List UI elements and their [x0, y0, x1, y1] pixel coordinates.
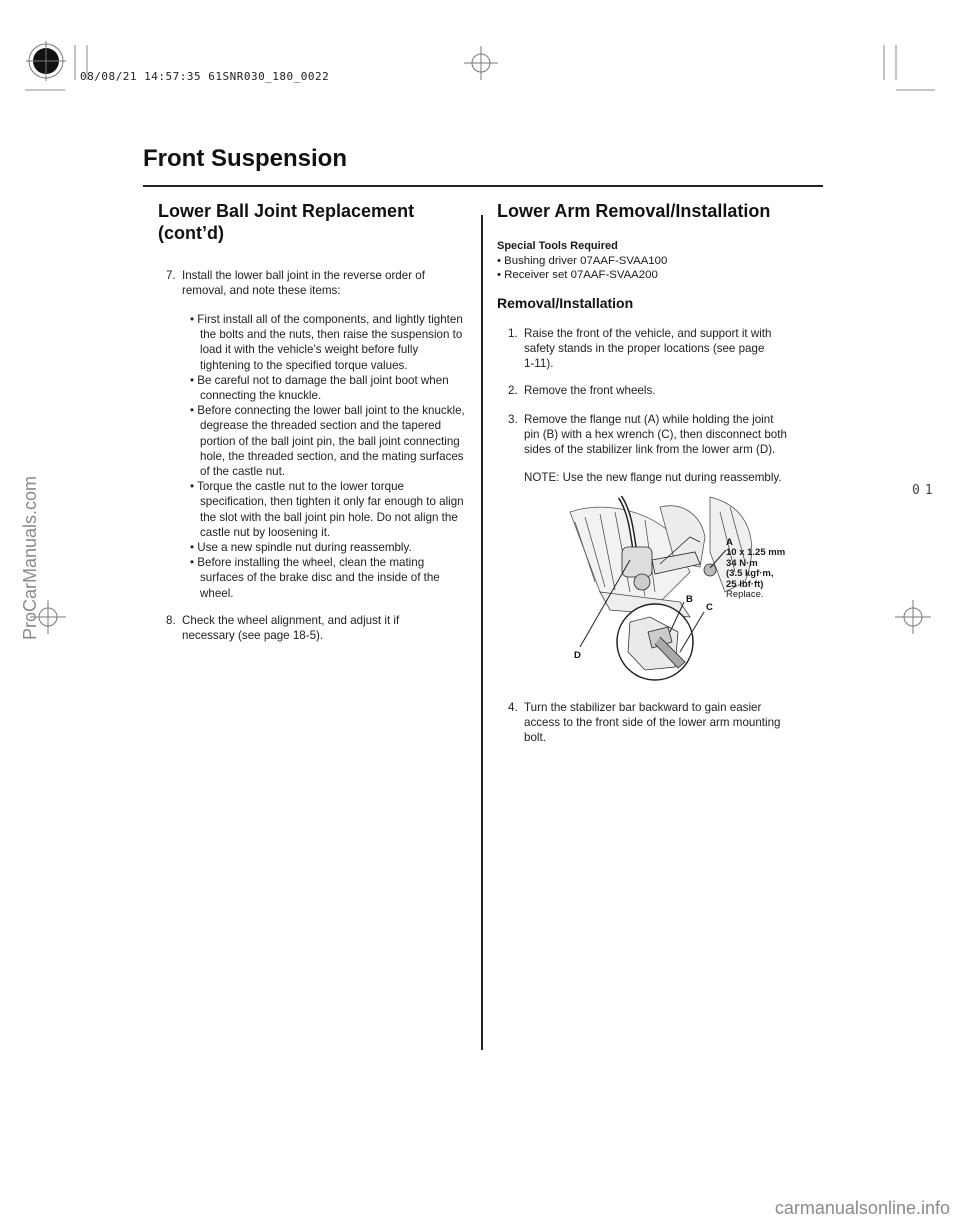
step-text-line: necessary (see page 18-5).	[182, 629, 324, 643]
step-number: 2.	[508, 384, 518, 397]
target-mark-top-center	[464, 46, 498, 80]
step-text-line: pin (B) with a hex wrench (C), then disconnect both	[524, 428, 787, 442]
tool-item: • Bushing driver 07AAF-SVAA100	[497, 255, 668, 267]
page-code: 01	[912, 483, 938, 498]
step-text-line: access to the front side of the lower arm mounting	[524, 716, 781, 730]
section-title-line1: Lower Ball Joint Replacement	[158, 201, 415, 221]
list-item: • Torque the castle nut to the lower torque specification, then tighten it only far enough to align the slot with the ball joint pin hole. Do not align the castle nut by loosening it.	[178, 479, 468, 540]
list-item: • Before installing the wheel, clean the mating surfaces of the brake disc and the inside of the wheel.	[178, 555, 468, 601]
torque-spec-line: 34 N·m	[726, 557, 758, 569]
section-title-ball-joint	[158, 200, 414, 244]
target-mark-top-left	[26, 41, 66, 81]
callout-label-b: B	[686, 594, 693, 605]
torque-spec	[726, 548, 785, 601]
torque-spec-replace: Replace.	[726, 589, 764, 600]
list-item: • Use a new spindle nut during reassembly.	[178, 540, 468, 555]
callout-label-d: D	[574, 650, 581, 661]
callout-label-c: C	[706, 602, 713, 613]
section-title-lower-arm: Lower Arm Removal/Installation	[497, 201, 771, 221]
callout-label-a: A	[726, 537, 733, 548]
step-text-line: safety stands in the proper locations (see page	[524, 342, 765, 356]
step-text	[524, 700, 814, 746]
step-text	[182, 268, 472, 298]
step-text-line: Raise the front of the vehicle, and support it with	[524, 327, 772, 340]
step-text-line: Remove the flange nut (A) while holding the joint	[524, 413, 774, 426]
step-number: 8.	[166, 614, 176, 627]
side-watermark: ProCarManuals.com	[20, 475, 40, 640]
step-text-line: Install the lower ball joint in the reverse order of	[182, 269, 425, 282]
step-text-line: Turn the stabilizer bar backward to gain easier	[524, 701, 762, 714]
step-text-line: removal, and note these items:	[182, 284, 341, 298]
torque-spec-line: (3.5 kgf·m,	[726, 568, 774, 579]
step-text	[524, 326, 814, 372]
tool-item: • Receiver set 07AAF-SVAA200	[497, 269, 658, 281]
special-tools-label: Special Tools Required	[497, 240, 618, 252]
subsection-title: Removal/Installation	[497, 295, 634, 311]
page-title: Front Suspension	[143, 145, 347, 172]
torque-spec-line: 10 x 1.25 mm	[726, 547, 786, 558]
torque-spec-line: 25 lbf·ft)	[726, 578, 764, 590]
section-title-line2: (cont’d)	[158, 223, 224, 243]
step-text-line: sides of the stabilizer link from the lower arm (D).	[524, 443, 776, 457]
bottom-watermark: carmanualsonline.info	[774, 1198, 950, 1218]
step-number: 4.	[508, 701, 518, 714]
list-item: • Be careful not to damage the ball joint boot when connecting the knuckle.	[178, 373, 468, 403]
step-text	[182, 613, 472, 643]
list-item: • Before connecting the lower ball joint to the knuckle, degrease the threaded section and the tapered portion of the ball joint pin, the ball joint connecting hole, the threaded section, and the mating surfaces of the castle nut.	[178, 403, 468, 479]
title-rule	[143, 185, 823, 187]
step-text	[524, 412, 814, 458]
step-text-line: Check the wheel alignment, and adjust it if	[182, 614, 400, 627]
step-number: 3.	[508, 413, 518, 426]
list-item: • First install all of the components, and lightly tighten the bolts and the nuts, then raise the suspension to load it with the vehicle’s weight before fully tightening to the specified torque values.	[178, 312, 468, 373]
print-timestamp: 08/08/21 14:57:35 61SNR030_180_0022	[80, 70, 330, 83]
note-flange-nut: NOTE: Use the new flange nut during reassembly.	[524, 471, 782, 484]
step-number: 1.	[508, 327, 518, 340]
step-number: 7.	[166, 269, 176, 282]
step-text-line: 1-11).	[524, 357, 554, 371]
target-mark-right	[895, 600, 931, 634]
step-text	[524, 383, 814, 398]
step-7-bullets	[178, 312, 468, 601]
step-text-line: Remove the front wheels.	[524, 384, 656, 397]
column-divider	[481, 215, 483, 1050]
step-text-line: bolt.	[524, 731, 546, 745]
